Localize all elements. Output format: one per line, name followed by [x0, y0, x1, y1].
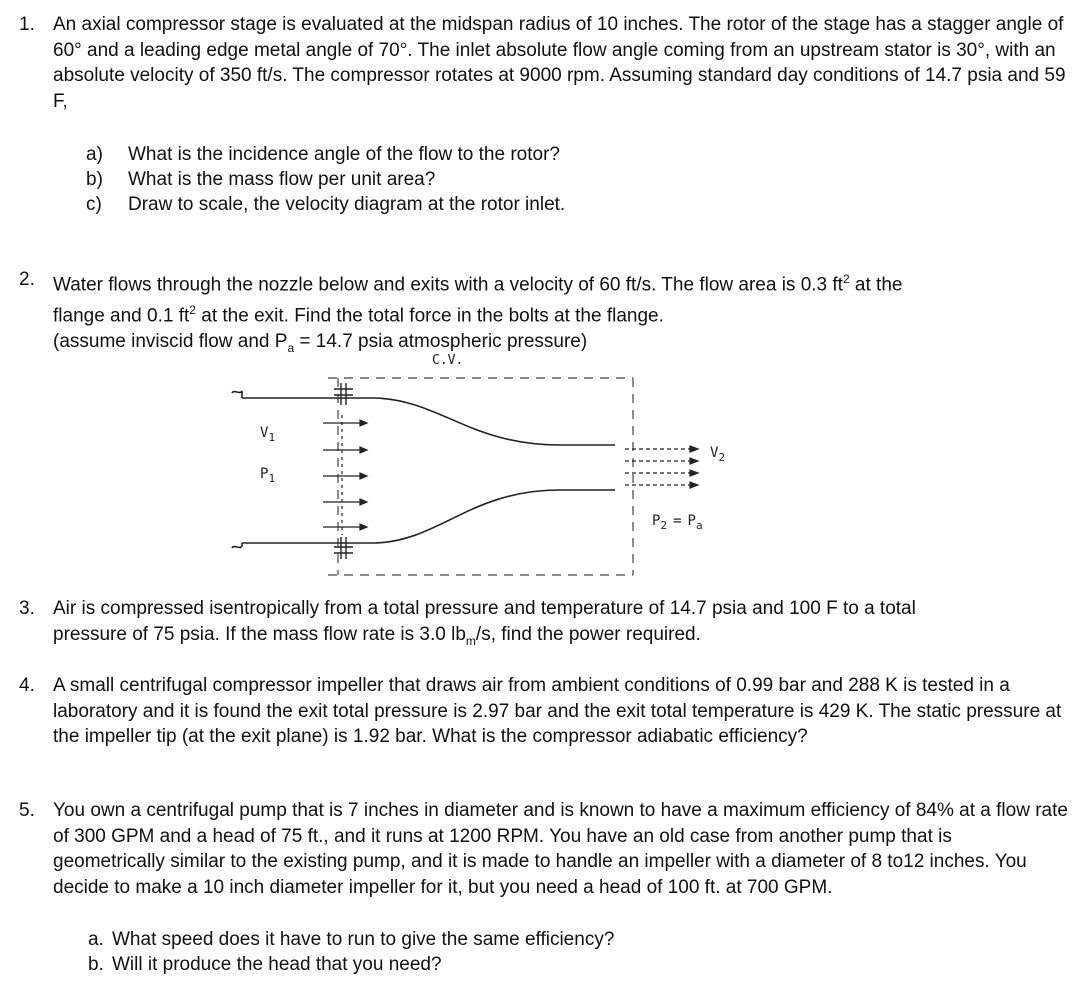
part-label: b): [86, 169, 103, 190]
question-5-part-b: [88, 952, 442, 978]
subscript: m: [465, 633, 476, 648]
part-label: b.: [88, 954, 104, 975]
part-text: What is the incidence angle of the flow to the rotor?: [128, 144, 560, 165]
question-number: 4.: [19, 675, 35, 696]
inlet-velocity-arrows: [323, 415, 367, 535]
question-number: 5.: [19, 800, 35, 821]
question-5-part-a: [88, 927, 614, 953]
question-text: You own a centrifugal pump that is 7 inches in diameter and is known to have a maximum efficiency of 84% at a flow rate of 300 GPM and a head of 75 ft., and it runs at 1200 RPM. You have an old case from another pump that is geometrically similar to the existing pump, and it is made to handle an impeller with a diameter of 8 to12 inches. You decide to make a 10 inch diameter impeller for it, but you need a head of 100 ft. at 700 GPM.: [53, 800, 1068, 898]
part-text: Draw to scale, the velocity diagram at the rotor inlet.: [128, 194, 566, 215]
text-line: Water flows through the nozzle below and exits with a velocity of 60 ft/s. The flow area is 0.3 ft: [53, 274, 843, 296]
text-line: /s, find the power required.: [475, 623, 701, 645]
question-text: [53, 596, 1069, 654]
part-label: c): [86, 194, 102, 215]
text-line: at the: [849, 274, 903, 296]
part-text: What speed does it have to run to give the same efficiency?: [112, 929, 615, 950]
control-volume-boundary: [328, 378, 633, 575]
text-line: pressure of 75 psia. If the mass flow rate is 3.0 lb: [53, 623, 466, 645]
nozzle-diagram: [220, 345, 740, 580]
question-4: [19, 673, 1069, 750]
superscript: 2: [842, 272, 850, 286]
text-line: (assume inviscid flow and P: [53, 330, 288, 352]
part-text: Will it produce the head that you need?: [112, 954, 442, 975]
part-label: a): [86, 144, 103, 165]
v2-label: $V_2$: [710, 445, 726, 464]
nozzle-wall: [232, 391, 615, 548]
question-number: 2.: [19, 269, 35, 290]
question-1: [19, 12, 1069, 114]
cv-label: C.V.: [432, 353, 464, 368]
p1-label: $P_1$: [260, 466, 276, 485]
exit-velocity-arrows: [625, 446, 698, 488]
question-number: 1.: [19, 14, 35, 35]
part-text: What is the mass flow per unit area?: [128, 169, 436, 190]
question-1-part-c: [86, 192, 565, 218]
question-text: An axial compressor stage is evaluated at the midspan radius of 10 inches. The rotor of the stage has a stagger angle of 60° and a leading edge metal angle of 70°. The inlet absolute flow angle coming from an upstream stator is 30°, with an absolute velocity of 350 ft/s. The compressor rotates at 9000 rpm. Assuming standard day conditions of 14.7 psia and 59 F,: [53, 14, 1066, 112]
text-line: = 14.7 psia atmospheric pressure): [294, 330, 588, 352]
question-5: [19, 798, 1069, 900]
part-label: a.: [88, 929, 104, 950]
text-line: flange and 0.1 ft: [53, 305, 190, 327]
flange-bolts: [334, 383, 353, 559]
text-line: at the exit. Find the total force in the bolts at the flange.: [195, 305, 664, 327]
superscript: 2: [189, 302, 196, 317]
question-number: 3.: [19, 598, 35, 619]
question-3: [19, 596, 1069, 654]
p2-equals-pa-label: $P_2 = P_a$: [652, 513, 703, 532]
subscript: a: [287, 340, 295, 355]
v1-label: $V_1$: [260, 425, 276, 444]
question-text: A small centrifugal compressor impeller that draws air from ambient conditions of 0.99 bar and 288 K is tested in a laboratory and it is found the exit total pressure is 2.97 bar and the exit total temperature is 429 K. The static pressure at the impeller tip (at the exit plane) is 1.92 bar. What is the compressor adiabatic efficiency?: [53, 675, 1062, 747]
question-1-part-b: [86, 167, 435, 193]
text-line: Air is compressed isentropically from a total pressure and temperature of 14.7 psia and 100 F to a total: [53, 598, 916, 619]
question-1-part-a: [86, 142, 560, 168]
